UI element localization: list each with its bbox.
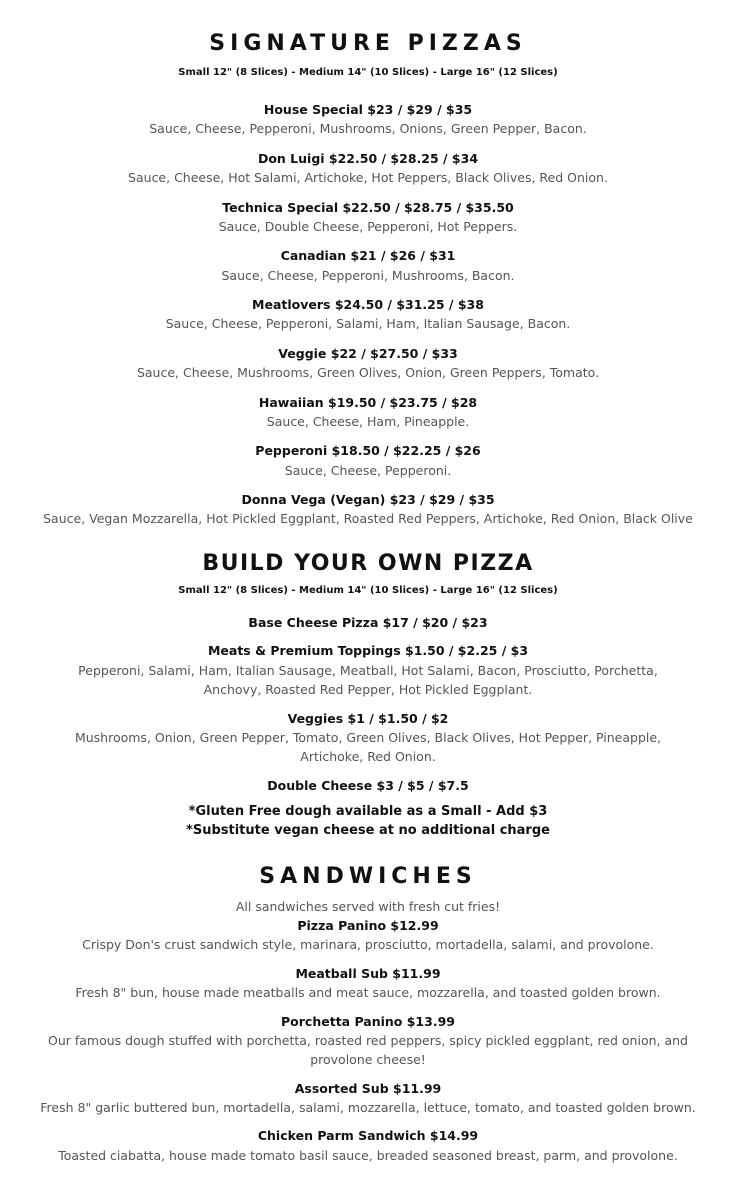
menu-item <box>0 613 736 632</box>
menu-item <box>0 964 736 1003</box>
menu-item <box>0 344 736 383</box>
item-description: Sauce, Cheese, Mushrooms, Green Olives, Onion, Green Peppers, Tomato. <box>136 365 600 381</box>
item-description: Pepperoni, Salami, Ham, Italian Sausage, Meatball, Hot Salami, Bacon, Prosciutto, Porchetta, Anchovy, Roasted Red Pepper, Hot Pickled Eggplant. <box>78 662 658 698</box>
gluten-free-note: *Gluten Free dough available as a Small - Add $3 <box>188 804 548 819</box>
item-description: Sauce, Double Cheese, Pepperoni, Hot Peppers. <box>218 218 518 234</box>
item-name: Hawaiian $19.50 / $23.75 / $28 <box>258 394 478 410</box>
item-name: Pepperoni $18.50 / $22.25 / $26 <box>255 443 481 459</box>
signature-pizza-list <box>0 100 736 539</box>
menu-item <box>0 1012 736 1070</box>
item-name: Canadian $21 / $26 / $31 <box>280 248 456 264</box>
menu-item <box>0 776 736 795</box>
sandwich-list <box>0 916 736 1174</box>
menu-item <box>0 246 736 285</box>
menu-item <box>0 149 736 188</box>
item-name: Pizza Panino $12.99 <box>297 918 439 933</box>
item-description: Sauce, Cheese, Hot Salami, Artichoke, Hot Peppers, Black Olives, Red Onion. <box>128 170 608 186</box>
item-name: Porchetta Panino $13.99 <box>281 1013 455 1029</box>
menu-item <box>0 441 736 480</box>
item-name: Double Cheese $3 / $5 / $7.5 <box>267 777 469 793</box>
menu-item <box>0 100 736 139</box>
build-notes <box>0 803 736 841</box>
item-description: Sauce, Cheese, Pepperoni. <box>284 462 452 478</box>
item-name: Meatlovers $24.50 / $31.25 / $38 <box>252 297 484 312</box>
item-description: Fresh 8" bun, house made meatballs and meat sauce, mozzarella, and toasted golden brown. <box>75 985 661 1001</box>
item-name: Veggies $1 / $1.50 / $2 <box>287 710 449 726</box>
item-description: Sauce, Cheese, Ham, Pineapple. <box>266 413 470 429</box>
item-description: Our famous dough stuffed with porchetta, roasted red peppers, spicy pickled eggplant, red onion, and provolone cheese! <box>47 1032 688 1068</box>
item-name: Base Cheese Pizza $17 / $20 / $23 <box>248 615 488 630</box>
item-description: Crispy Don's crust sandwich style, marinara, prosciutto, mortadella, salami, and provolone. <box>82 937 654 953</box>
item-description: Sauce, Cheese, Pepperoni, Mushrooms, Bacon. <box>221 267 515 283</box>
item-name: Assorted Sub $11.99 <box>294 1080 442 1096</box>
menu-item <box>0 1126 736 1165</box>
item-name: House Special $23 / $29 / $35 <box>263 102 473 117</box>
build-your-own-list <box>0 613 736 804</box>
item-description: Sauce, Cheese, Pepperoni, Mushrooms, Onions, Green Pepper, Bacon. <box>149 121 587 137</box>
item-name: Meats & Premium Toppings $1.50 / $2.25 / $3 <box>207 643 529 659</box>
item-description: Mushrooms, Onion, Green Pepper, Tomato, Green Olives, Black Olives, Hot Pepper, Pineapple, Artichoke, Red Onion. <box>74 729 662 765</box>
item-description: Toasted ciabatta, house made tomato basil sauce, breaded seasoned breast, parm, and provolone. <box>58 1147 678 1163</box>
item-name: Technica Special $22.50 / $28.75 / $35.50 <box>222 199 514 215</box>
build-your-own-heading: BUILD YOUR OWN PIZZA <box>202 551 534 576</box>
signature-sizes: Small 12" (8 Slices) - Medium 14" (10 Slices) - Large 16" (12 Slices) <box>178 67 558 78</box>
sandwiches-heading: SANDWICHES <box>259 864 477 889</box>
build-sizes: Small 12" (8 Slices) - Medium 14" (10 Slices) - Large 16" (12 Slices) <box>178 585 558 596</box>
item-name: Donna Vega (Vegan) $23 / $29 / $35 <box>241 492 495 507</box>
sandwiches-note: All sandwiches served with fresh cut fries! <box>235 899 501 914</box>
menu-item <box>0 709 736 767</box>
item-name: Meatball Sub $11.99 <box>295 965 441 981</box>
signature-pizzas-heading: SIGNATURE PIZZAS <box>209 31 527 56</box>
item-name: Chicken Parm Sandwich $14.99 <box>257 1128 479 1144</box>
menu-item <box>0 198 736 237</box>
vegan-cheese-note: *Substitute vegan cheese at no additional charge <box>186 822 550 838</box>
menu-item <box>0 641 736 699</box>
item-name: Don Luigi $22.50 / $28.25 / $34 <box>257 150 479 166</box>
item-description: Sauce, Vegan Mozzarella, Hot Pickled Eggplant, Roasted Red Peppers, Artichoke, Red Onion, Black Olive <box>43 511 693 527</box>
item-description: Sauce, Cheese, Pepperoni, Salami, Ham, Italian Sausage, Bacon. <box>165 316 571 332</box>
item-name: Veggie $22 / $27.50 / $33 <box>278 345 458 361</box>
menu-item <box>0 393 736 432</box>
item-description: Fresh 8" garlic buttered bun, mortadella, salami, mozzarella, lettuce, tomato, and toasted golden brown. <box>40 1100 696 1115</box>
menu-item <box>0 916 736 955</box>
menu-item <box>0 295 736 334</box>
menu-item <box>0 490 736 529</box>
menu-item <box>0 1079 736 1118</box>
